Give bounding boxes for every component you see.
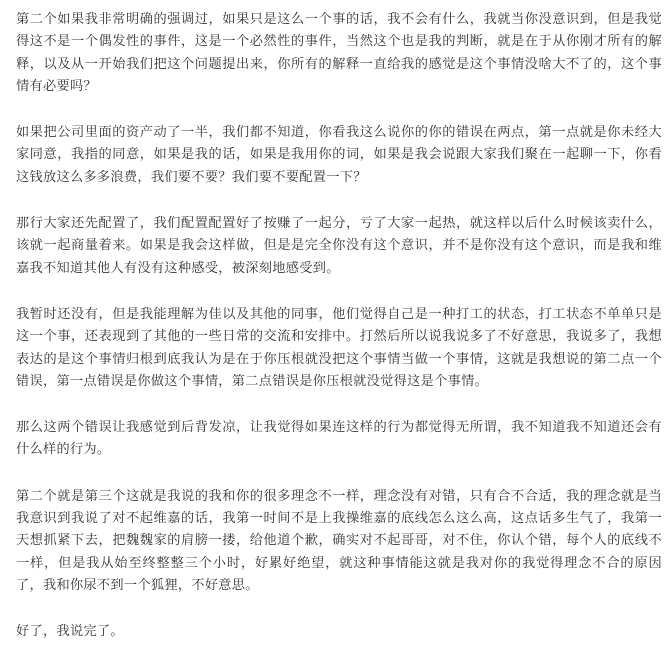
paragraph-3: 那行大家还先配置了，我们配置配置好了按赚了一起分，亏了大家一起热，就这样以后什么时候该卖什么，该就一起商量着来。如果是我会这样做，但是是完全你没有这个意识，并不是你没有这个意识，而是我和维嘉我不知道其他人有没有这种感受，被深刻地感受到。 — [16, 216, 662, 276]
paragraph-5: 那么这两个错误让我感觉到后背发凉，让我觉得如果连这样的行为都觉得无所谓，我不知道我不知道还会有什么样的行为。 — [16, 420, 662, 458]
paragraph-4: 我暂时还没有，但是我能理解为佳以及其他的同事，他们觉得自己是一种打工的状态，打工状态不单单只是这一个事，还表现到了其他的一些日常的交流和安排中。打然后所以说我说多了不好意思，我说多了，我想表达的是这个事情归根到底我认为是在于你压根就没把这个事情当做一个事情，这就是我想说的第二点一个错误，第一点错误是你做这个事情，第二点错误是你压根就没觉得这是个事情。 — [16, 306, 662, 389]
paragraph-7: 好了，我说完了。 — [16, 624, 124, 640]
paragraph-6: 第二个就是第三个这就是我说的我和你的很多理念不一样，理念没有对错，只有合不合适，我的理念就是当我意识到我说了对不起维嘉的话，我第一时间不是上我操维嘉的底线怎么这么高，这点话多生气了，我第一天想抓紧下去，把魏魏家的肩膀一搂，给他道个歉，确实对不起哥哥，对不住，你认个错，每个人的底线不一样，但是我从始至终整整三个小时，好累好绝望，就这种事情能这就是我对你的我觉得理念不合的原因了，我和你尿不到一个狐狸，不好意思。 — [16, 488, 662, 593]
paragraph-1: 第二个如果我非常明确的强调过，如果只是这么一个事的话，我不会有什么，我就当你没意识到，但是我觉得这不是一个偶发性的事件，这是一个必然性的事件，当然这个也是我的判断，就是在于从你刚才所有的解释，以及从一开始我们把这个问题提出来，你所有的解释一直给我的感觉是这个事情没啥大不了的，这个事情有必要吗？ — [16, 12, 662, 94]
paragraph-2: 如果把公司里面的资产动了一半，我们都不知道，你看我这么说你的你的错误在两点，第一点就是你未经大家同意，我指的同意，如果是我的话，如果是我用你的词，如果是我会说跟大家我们聚在一起聊一下，你看这钱放这么多多浪费，我们要不要？我们要不要配置一下？ — [16, 125, 662, 185]
